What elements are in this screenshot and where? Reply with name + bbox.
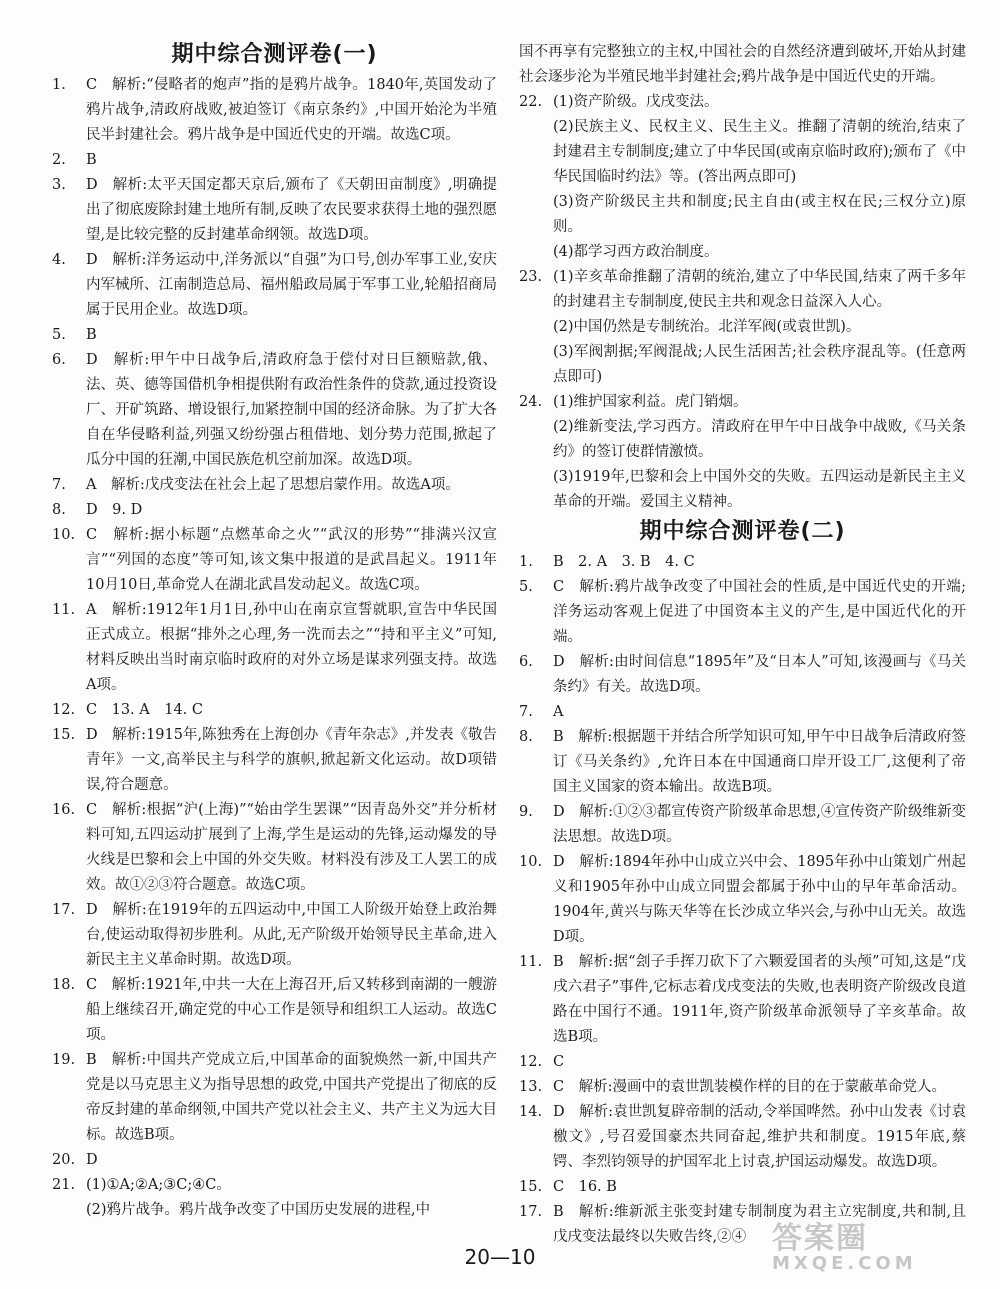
answer-item bbox=[52, 148, 497, 173]
item-subpart: (3)1919年,巴黎和会上中国外交的失败。五四运动是新民主主义革命的开端。爱国主义精神。 bbox=[553, 469, 966, 510]
item-text: D 9. D bbox=[86, 502, 143, 518]
item-text: B 解析:据“刽子手挥刀砍下了六颗爱国者的头颅”可知,这是“戊戌六君子”事件,它标志着戊戌变法的失败,也表明资产阶级改良道路在中国行不通。1911年,资产阶级革命派领导了辛亥革命。故选B项。 bbox=[553, 954, 966, 1045]
item-number: 11. bbox=[52, 602, 76, 618]
item-text: C 解析:“侵略者的炮声”指的是鸦片战争。1840年,英国发动了鸦片战争,清政府战败,被迫签订《南京条约》,中国开始沦为半殖民半封建社会。鸦片战争是中国近代史的开端。故选C项。 bbox=[86, 77, 497, 143]
item-text: B 解析:维新派主张变封建专制制度为君主立宪制度,共和制,且戊戌变法最终以失败告终,②④ bbox=[553, 1204, 966, 1245]
item-text: D 解析:1915年,陈独秀在上海创办《青年杂志》,并发表《敬告青年》一文,高举民主与科学的旗帜,掀起新文化运动。故D项错误,符合题意。 bbox=[86, 727, 497, 793]
item-text: C 16. B bbox=[553, 1179, 617, 1195]
item-21-continuation: 国不再享有完整独立的主权,中国社会的自然经济遭到破坏,开始从封建社会逐步沦为半殖民地半封建社会;鸦片战争是中国近代史的开端。 bbox=[519, 44, 966, 85]
answer-item bbox=[52, 698, 497, 723]
answer-item bbox=[52, 323, 497, 348]
answer-item bbox=[52, 973, 497, 1048]
answer-item bbox=[519, 650, 966, 700]
item-subpart: (4)都学习西方政治制度。 bbox=[553, 244, 719, 260]
item-text: D 解析:①②③都宣传资产阶级革命思想,④宣传资产阶级维新变法思想。故选D项。 bbox=[553, 804, 966, 845]
answer-item bbox=[52, 498, 497, 523]
answer-item bbox=[52, 1048, 497, 1148]
answer-item bbox=[52, 473, 497, 498]
item-text: C 解析:据小标题“点燃革命之火”“武汉的形势”“排满兴汉宣言”“列国的态度”等可知,该文集中报道的是武昌起义。1911年10月10日,革命党人在湖北武昌发动起义。故选C项。 bbox=[86, 527, 497, 593]
watermark-logo bbox=[772, 1213, 982, 1275]
item-text: D 解析:1894年孙中山成立兴中会、1895年孙中山策划广州起义和1905年孙中山成立同盟会都属于孙中山的早年革命活动。1904年,黄兴与陈天华等在长沙成立华兴会,与孙中山无关。故选D项。 bbox=[553, 854, 966, 945]
item-number: 12. bbox=[52, 702, 76, 718]
watermark-top-text: 答案圈 bbox=[772, 1221, 868, 1256]
item-number: 23. bbox=[519, 269, 543, 285]
left-column bbox=[52, 40, 497, 1235]
answer-item bbox=[519, 1100, 966, 1175]
item-text: (1)维护国家利益。虎门销烟。 bbox=[553, 394, 748, 410]
answer-item-22 bbox=[519, 90, 966, 115]
item-number: 7. bbox=[52, 477, 66, 493]
item-number: 24. bbox=[519, 394, 543, 410]
item-number: 5. bbox=[52, 327, 66, 343]
item-number: 17. bbox=[519, 1204, 543, 1220]
item-number: 11. bbox=[519, 954, 543, 970]
item-text: A 解析:1912年1月1日,孙中山在南京宣誓就职,宣告中华民国正式成立。根据“排外之心理,务一洗而去之”“持和平主义”可知,材料反映出当时南京临时政府的对外立场是谋求列强支持。故选A项。 bbox=[86, 602, 497, 693]
item-subpart: (2)维新变法,学习西方。清政府在甲午中日战争中战败,《马关条约》的签订使群情激愤。 bbox=[553, 419, 966, 460]
item-text: B 解析:中国共产党成立后,中国革命的面貌焕然一新,中国共产党是以马克思主义为指导思想的政党,中国共产党提出了彻底的反帝反封建的革命纲领,中国共产党以社会主义、共产主义为远大目标。故选B项。 bbox=[86, 1052, 497, 1143]
item-number: 1. bbox=[52, 77, 66, 93]
item-text: D 解析:袁世凯复辟帝制的活动,令举国哗然。孙中山发表《讨袁檄文》,号召爱国豪杰共同奋起,维护共和制度。1915年底,蔡锷、李烈钧领导的护国军北上讨袁,护国运动爆发。故选D项。 bbox=[553, 1104, 966, 1170]
item-text: B 解析:根据题干并结合所学知识可知,甲午中日战争后清政府签订《马关条约》,允许日本在中国通商口岸开设工厂,这便利了帝国主义国家的资本输出。故选B项。 bbox=[553, 729, 966, 795]
item-text: B bbox=[86, 152, 97, 168]
answer-item bbox=[52, 73, 497, 148]
item-number: 16. bbox=[52, 802, 76, 818]
answer-item bbox=[519, 575, 966, 650]
section-heading-1: 期中综合测评卷(一) bbox=[171, 42, 378, 67]
answer-item bbox=[52, 1173, 497, 1198]
item-text: C 解析:漫画中的袁世凯装模作样的目的在于蒙蔽革命党人。 bbox=[553, 1079, 946, 1095]
answer-item bbox=[52, 523, 497, 598]
item-number: 22. bbox=[519, 94, 543, 110]
item-number: 3. bbox=[52, 177, 66, 193]
answer-item bbox=[52, 248, 497, 323]
item-text: D 解析:太平天国定都天京后,颁布了《天朝田亩制度》,明确提出了彻底废除封建土地所有制,反映了农民要求获得土地的强烈愿望,是比较完整的反封建革命纲领。故选D项。 bbox=[86, 177, 497, 243]
answer-item bbox=[519, 1075, 966, 1100]
item-number: 17. bbox=[52, 902, 76, 918]
item-subpart: (3)资产阶级民主共和制度;民主自由(或主权在民;三权分立)原则。 bbox=[553, 194, 966, 235]
watermark-bottom-text: MXQE.COM bbox=[772, 1253, 917, 1274]
item-text: D 解析:由时间信息“1895年”及“日本人”可知,该漫画与《马关条约》有关。故选D项。 bbox=[553, 654, 966, 695]
item-text: A bbox=[553, 704, 564, 720]
item-number: 19. bbox=[52, 1052, 76, 1068]
item-text: B bbox=[86, 327, 97, 343]
item-subpart: (2)中国仍然是专制统治。北洋军阀(或袁世凯)。 bbox=[553, 319, 861, 335]
answer-item bbox=[519, 800, 966, 850]
answer-item bbox=[519, 1175, 966, 1200]
item-number: 9. bbox=[519, 804, 533, 820]
item-number: 6. bbox=[52, 352, 66, 368]
answer-item bbox=[519, 725, 966, 800]
answer-item bbox=[52, 798, 497, 898]
item-text: D bbox=[86, 1152, 98, 1168]
item-number: 8. bbox=[52, 502, 66, 518]
answer-item bbox=[52, 1148, 497, 1173]
item-number: 2. bbox=[52, 152, 66, 168]
item-number: 1. bbox=[519, 554, 533, 570]
item-text: B 2. A 3. B 4. C bbox=[553, 554, 695, 570]
page-number: 20—10 bbox=[464, 1245, 536, 1269]
item-21-part-2: (2)鸦片战争。鸦片战争改变了中国历史发展的进程,中 bbox=[86, 1202, 431, 1218]
answer-item-24 bbox=[519, 390, 966, 415]
item-number: 20. bbox=[52, 1152, 76, 1168]
answer-item bbox=[519, 1050, 966, 1075]
item-text: C bbox=[553, 1054, 565, 1070]
section-heading-2: 期中综合测评卷(二) bbox=[639, 519, 846, 544]
answer-item-23 bbox=[519, 265, 966, 315]
item-text: D 解析:甲午中日战争后,清政府急于偿付对日巨额赔款,俄、法、英、德等国借机争相提供附有政治性条件的贷款,通过投资设厂、开矿筑路、增设银行,加紧控制中国的经济命脉。为了扩大各自在华侵略利益,列强又纷纷强占租借地、划分势力范围,掀起了瓜分中国的狂潮,中国民族危机空前加深。故选D项。 bbox=[86, 352, 497, 468]
item-number: 18. bbox=[52, 977, 76, 993]
item-number: 7. bbox=[519, 704, 533, 720]
item-text: A 解析:戊戌变法在社会上起了思想启蒙作用。故选A项。 bbox=[86, 477, 460, 493]
item-text: (1)辛亥革命推翻了清朝的统治,建立了中华民国,结束了两千多年的封建君主专制制度,使民主共和观念日益深入人心。 bbox=[553, 269, 966, 310]
item-number: 15. bbox=[519, 1179, 543, 1195]
answer-item bbox=[519, 550, 966, 575]
item-text: C 解析:1921年,中共一大在上海召开,后又转移到南湖的一艘游船上继续召开,确定党的中心工作是领导和组织工人运动。故选C项。 bbox=[86, 977, 497, 1043]
item-text: (1)资产阶级。戊戌变法。 bbox=[553, 94, 719, 110]
item-number: 6. bbox=[519, 654, 533, 670]
item-number: 14. bbox=[519, 1104, 543, 1120]
answer-item bbox=[519, 950, 966, 1050]
answer-item bbox=[519, 850, 966, 950]
answer-item bbox=[519, 700, 966, 725]
item-subpart: (3)军阀割据;军阀混战;人民生活困苦;社会秩序混乱等。(任意两点即可) bbox=[553, 344, 966, 385]
item-number: 10. bbox=[52, 527, 76, 543]
item-number: 13. bbox=[519, 1079, 543, 1095]
item-number: 12. bbox=[519, 1054, 543, 1070]
answer-item bbox=[52, 898, 497, 973]
item-number: 5. bbox=[519, 579, 533, 595]
item-text: C 13. A 14. C bbox=[86, 702, 203, 718]
item-text: C 解析:根据“沪(上海)”“始由学生罢课”“因青岛外交”并分析材料可知,五四运动扩展到了上海,学生是运动的先锋,运动爆发的导火线是巴黎和会上中国的外交失败。材料没有涉及工人罢工的成效。故①②③符合题意。故选C项。 bbox=[86, 802, 497, 893]
answer-item bbox=[52, 348, 497, 473]
answer-item bbox=[52, 598, 497, 698]
item-number: 10. bbox=[519, 854, 543, 870]
item-text: (1)①A;②A;③C;④C。 bbox=[86, 1177, 231, 1193]
item-text: D 解析:在1919年的五四运动中,中国工人阶级开始登上政治舞台,使运动取得初步胜利。从此,无产阶级开始领导民主革命,进入新民主主义革命时期。故选D项。 bbox=[86, 902, 497, 968]
item-number: 8. bbox=[519, 729, 533, 745]
item-text: C 解析:鸦片战争改变了中国社会的性质,是中国近代史的开端;洋务运动客观上促进了中国资本主义的产生,是中国近代化的开端。 bbox=[553, 579, 966, 645]
answer-item bbox=[52, 723, 497, 798]
item-number: 4. bbox=[52, 252, 66, 268]
item-number: 21. bbox=[52, 1177, 76, 1193]
item-number: 15. bbox=[52, 727, 76, 743]
answer-item bbox=[52, 173, 497, 248]
item-text: D 解析:洋务运动中,洋务派以“自强”为口号,创办军事工业,安庆内军械所、江南制造总局、福州船政局属于军事工业,轮船招商局属于民用企业。故选D项。 bbox=[86, 252, 497, 318]
item-subpart: (2)民族主义、民权主义、民生主义。推翻了清朝的统治,结束了封建君主专制制度;建立了中华民国(或南京临时政府);颁布了《中华民国临时约法》等。(答出两点即可) bbox=[553, 119, 966, 185]
